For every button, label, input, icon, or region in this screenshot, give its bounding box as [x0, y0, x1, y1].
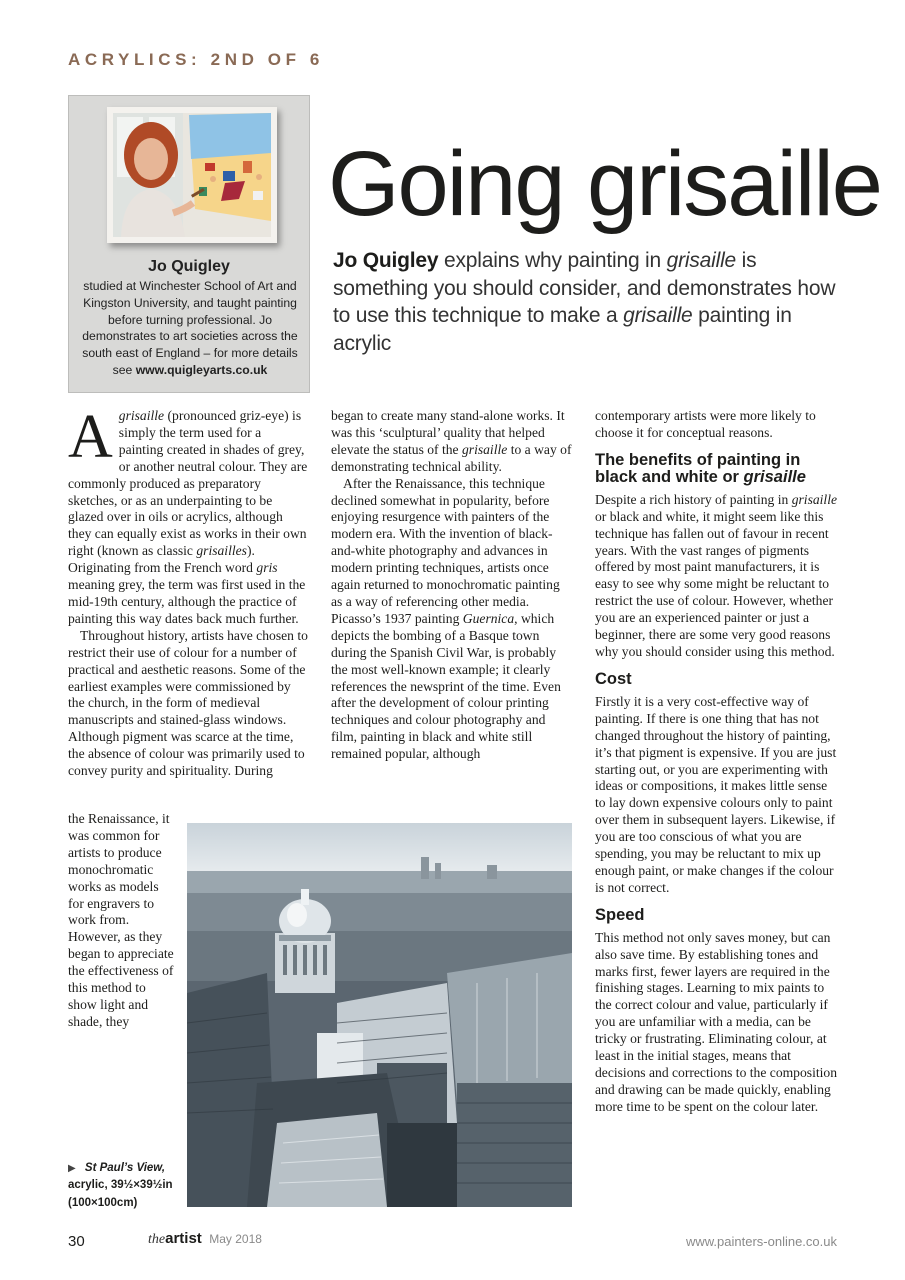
- body-text: Despite a rich history of painting in: [595, 491, 792, 507]
- paragraph: [595, 492, 839, 661]
- body-text: or black and white, it might seem like this technique has fallen out of favour in recent years. With the vast ranges of pigments offered by most paint manufacturers, it is easy to see why some might be reluctant to restrict the use of colour. However, whether you are an experienced painter or just a beginner, there are some very good reasons why you should consider using this method.: [595, 508, 835, 659]
- page-number: 30: [68, 1233, 85, 1250]
- website-link[interactable]: www.painters-online.co.uk: [685, 1234, 837, 1249]
- italic-term: grisaille: [118, 408, 165, 423]
- body-text: began to create many stand-alone works. It was this ‘sculptural’ quality that helped elevate the status of the: [331, 408, 565, 457]
- painting-caption: [68, 1160, 180, 1212]
- paragraph: [68, 403, 309, 628]
- subheading-benefits: [595, 452, 839, 486]
- body-text: ). Originating from the French word: [68, 543, 257, 576]
- body-text: meaning grey, the term was first used in the mid-19th century, although the practice of painting this way dates back much further.: [68, 577, 306, 626]
- standfirst-italic: grisaille: [623, 304, 693, 327]
- standfirst-text: is something you should consider, and demonstrates how to use this technique to make a: [333, 249, 836, 327]
- paragraph: the Renaissance, it was common for artists to produce monochromatic works as models for engravers to work from. However, as they began to appreciate the effectiveness of this method to show light and shade, they: [68, 811, 174, 1029]
- standfirst-text: painting in acrylic: [333, 304, 792, 355]
- paragraph: Firstly it is a very cost-effective way of painting. If there is one thing that has not changed throughout the history of painting, it’s that pigment is expensive. If you are just starting out, or you are experimenting with ideas or compositions, it makes little sense to lay down expensive colours only to paint over them in subsequent layers. Likewise, if you are too conscious of what you are spending, you may be reluctant to mix up enough paint, or make changes if the colour is not correct.: [595, 693, 837, 895]
- author-photo: [107, 107, 277, 243]
- series-label: ACRYLICS: 2ND OF 6: [68, 50, 324, 69]
- bio-author-name: Jo Quigley: [148, 258, 230, 275]
- subheading-text: The benefits of painting in black and white or: [595, 450, 801, 486]
- magazine-logo-the: the: [148, 1232, 166, 1247]
- drop-cap: A: [68, 403, 113, 471]
- paragraph: Throughout history, artists have chosen to restrict their use of colour for a number of practical and aesthetic reasons. Some of the earliest examples were commissioned by the church, in the form of medieval manuscripts and stained-glass windows. Although pigment was scarce at the time, the absence of colour was primarily used to convey purity and spirituality. During: [68, 627, 308, 779]
- body-text: to a way of demonstrating technical ability.: [331, 441, 572, 474]
- caption-arrow-icon: ▶: [68, 1163, 76, 1174]
- paragraph: This method not only saves money, but can also save time. By establishing tones and marks first, fewer layers are required in the finishing stages. Learning to mix paints to the correct colour and value, particularly if you are unfamiliar with a media, can be tricky or frustrating. Eliminating colour, at least in the initial stages, means that decisions and corrections to the composition and drawing can be made quickly, enabling more time to be spent on the colour later.: [595, 929, 837, 1114]
- standfirst-italic: grisaille: [666, 249, 737, 272]
- subheading-speed: Speed: [595, 905, 645, 924]
- bio-description: studied at Winchester School of Art and Kingston University, and taught painting before turning professional. Jo demonstrates to art societies across the south east of England – for more details see: [82, 279, 298, 377]
- italic-term: grisailles: [196, 543, 247, 559]
- body-column-2: [331, 408, 572, 763]
- article-title: Going grisaille: [328, 133, 881, 235]
- italic-term: grisaille: [791, 491, 838, 507]
- body-column-3: [595, 408, 839, 1116]
- bio-website-link[interactable]: www.quigleyarts.co.uk: [135, 362, 268, 377]
- body-column-1-narrow: [68, 811, 176, 1031]
- standfirst-author: Jo Quigley: [333, 249, 439, 272]
- italic-term: gris: [256, 560, 278, 576]
- body-column-1: [68, 403, 309, 780]
- issue-date: May 2018: [209, 1232, 262, 1246]
- bio-text: [76, 278, 304, 379]
- painting-st-pauls-view: [187, 823, 572, 1207]
- caption-title: St Paul’s View,: [84, 1162, 166, 1174]
- italic-term: Guernica: [462, 610, 515, 626]
- body-text: After the Renaissance, this technique declined somewhat in popularity, before enjoying resurgence with painters of the modern era. With the invention of black-and-white photography and advances in modern printing techniques, artists once again returned to monochromatic painting as a way of referencing other media. Picasso’s 1937 painting: [331, 475, 560, 626]
- paragraph: [331, 408, 572, 476]
- paragraph: contemporary artists were more likely to choose it for conceptual reasons.: [595, 408, 816, 440]
- paragraph: [331, 476, 572, 763]
- subheading-cost: Cost: [595, 669, 632, 688]
- body-text: (pronounced griz-eye) is simply the term used for a painting created in shades of grey, or another neutral colour. They are commonly produced as preparatory sketches, or as an underpainting to be glazed over in oils or acrylics, although they can equally exist as works in their own right (known as classic: [68, 408, 308, 559]
- italic-term: grisaille: [461, 441, 508, 457]
- caption-details: acrylic, 39½×39½in (100×100cm): [68, 1179, 173, 1209]
- magazine-logo: [148, 1230, 262, 1248]
- subheading-italic: grisaille: [743, 467, 806, 486]
- magazine-logo-artist: artist: [165, 1230, 202, 1247]
- standfirst: [333, 247, 853, 357]
- body-text: , which depicts the bombing of a Basque town during the Spanish Civil War, is probably the most well-known example; it clearly references the newsprint of the time. Even after the development of colour printing techniques and colour photography and film, painting in black and white still remained popular, although: [331, 610, 561, 762]
- standfirst-text: explains why painting in: [438, 249, 667, 272]
